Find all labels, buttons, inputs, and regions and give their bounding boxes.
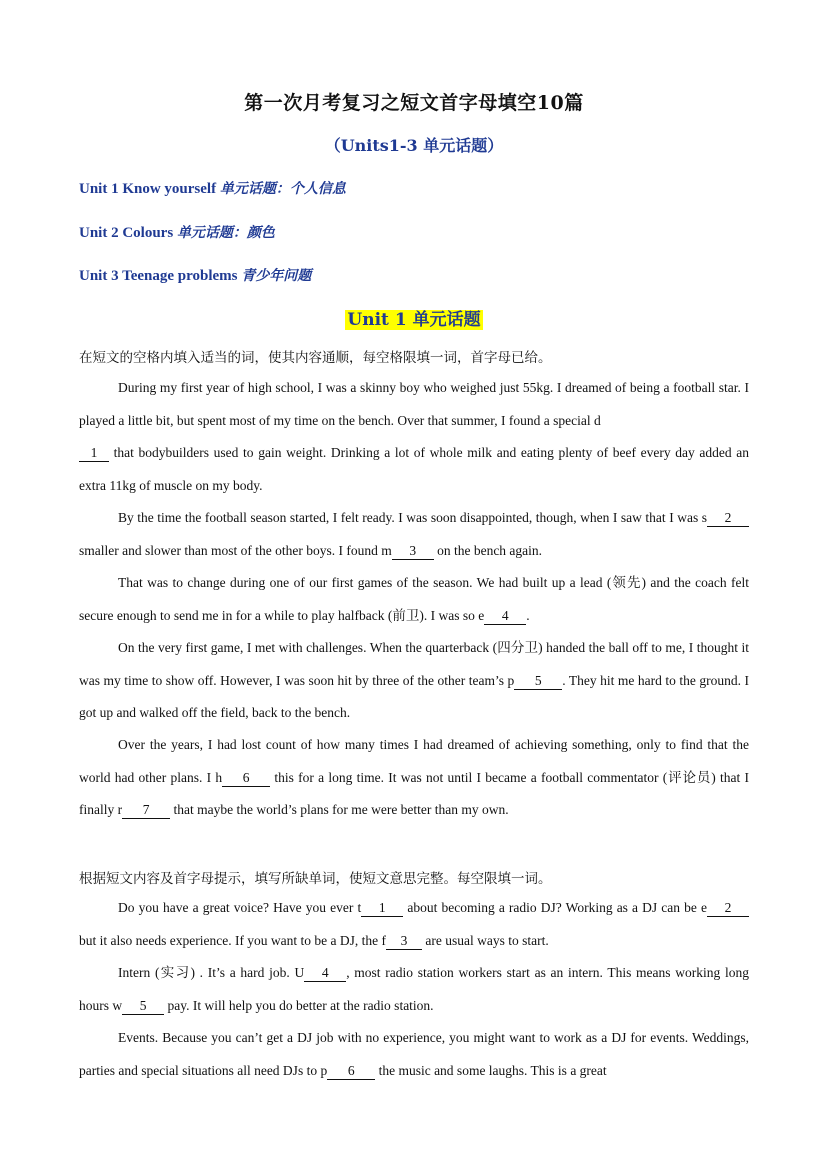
blank-5[interactable]: 5 [514,673,562,690]
document-title: 第一次月考复习之短文首字母填空10篇 [244,92,584,114]
passage1-paragraph-5: Over the years, I had lost count of how many times I had dreamed of achieving something, only to find that the world had other plans. I h 6 this for a long time. It was not until I became a football commentator (评论员) that I finally r 7 that maybe the world’s plans for me were better than my own. [79,737,749,817]
section-heading: Unit 1 单元话题 [347,310,481,330]
document-subtitle: （Units1-3 单元话题） [324,136,504,155]
passage1-paragraph-4: On the very first game, I met with challenges. When the quarterback (四分卫) handed the ball off to me, I thought it was my time to show off. However, I was soon hit by three of the other team’s p 5 . They hit me hard to the ground. I got up and walked off the field, back to the bench. [79,640,749,720]
blank-1[interactable]: 1 [79,445,109,462]
p2-blank-3[interactable]: 3 [386,933,422,950]
passage1-instruction: 在短文的空格内填入适当的词，使其内容通顺，每空格限填一词，首字母已给。 [79,350,552,366]
blank-6[interactable]: 6 [222,770,270,787]
p2-blank-5[interactable]: 5 [122,998,164,1015]
p2-blank-1[interactable]: 1 [361,900,403,917]
unit-3-topic: Unit 3 Teenage problems 青少年问题 [79,268,312,284]
p2-blank-4[interactable]: 4 [304,965,346,982]
blank-3[interactable]: 3 [392,543,434,560]
blank-2[interactable]: 2 [707,510,749,527]
blank-7[interactable]: 7 [122,802,170,819]
passage1-paragraph-3: That was to change during one of our first games of the season. We had built up a lead (领先) and the coach felt secure enough to send me in for a while to play halfback (前卫). I was so e 4 . [79,575,749,623]
blank-4[interactable]: 4 [484,608,526,625]
unit-2-topic: Unit 2 Colours 单元话题：颜色 [79,225,275,241]
passage2-paragraph-3: Events. Because you can’t get a DJ job with no experience, you might want to work as a DJ for events. Weddings, parties and special situations all need DJs to p 6 the music and some laughs. This is a great [79,1030,749,1078]
p2-blank-6[interactable]: 6 [327,1063,375,1080]
passage2-paragraph-2: Intern (实习) . It’s a hard job. U 4 , most radio station workers start as an intern. This means working long hours w 5 pay. It will help you do better at the radio station. [79,965,749,1013]
unit-1-topic: Unit 1 Know yourself 单元话题：个人信息 [79,181,346,197]
p2-blank-2[interactable]: 2 [707,900,749,917]
passage1-paragraph-2: By the time the football season started, I felt ready. I was soon disappointed, though, when I saw that I was s 2 smaller and slower than most of the other boys. I found m 3 on the bench again. [79,502,749,567]
passage2-paragraph-1: Do you have a great voice? Have you ever t 1 about becoming a radio DJ? Working as a DJ can be e 2 but it also needs experience. If you want to be a DJ, the f 3 are usual ways to start. [79,892,749,957]
passage1-paragraph-1: During my first year of high school, I was a skinny boy who weighed just 55kg. I dreamed of being a football star. I played a little bit, but spent most of my time on the bench. Over that summer, I found a special d 1 that bodybuilders used to gain weight. Drinking a lot of whole milk and eating plenty of beef every day added an extra 11kg of muscle on my body. [79,380,749,493]
passage2-instruction: 根据短文内容及首字母提示，填写所缺单词，使短文意思完整。每空限填一词。 [79,871,552,887]
